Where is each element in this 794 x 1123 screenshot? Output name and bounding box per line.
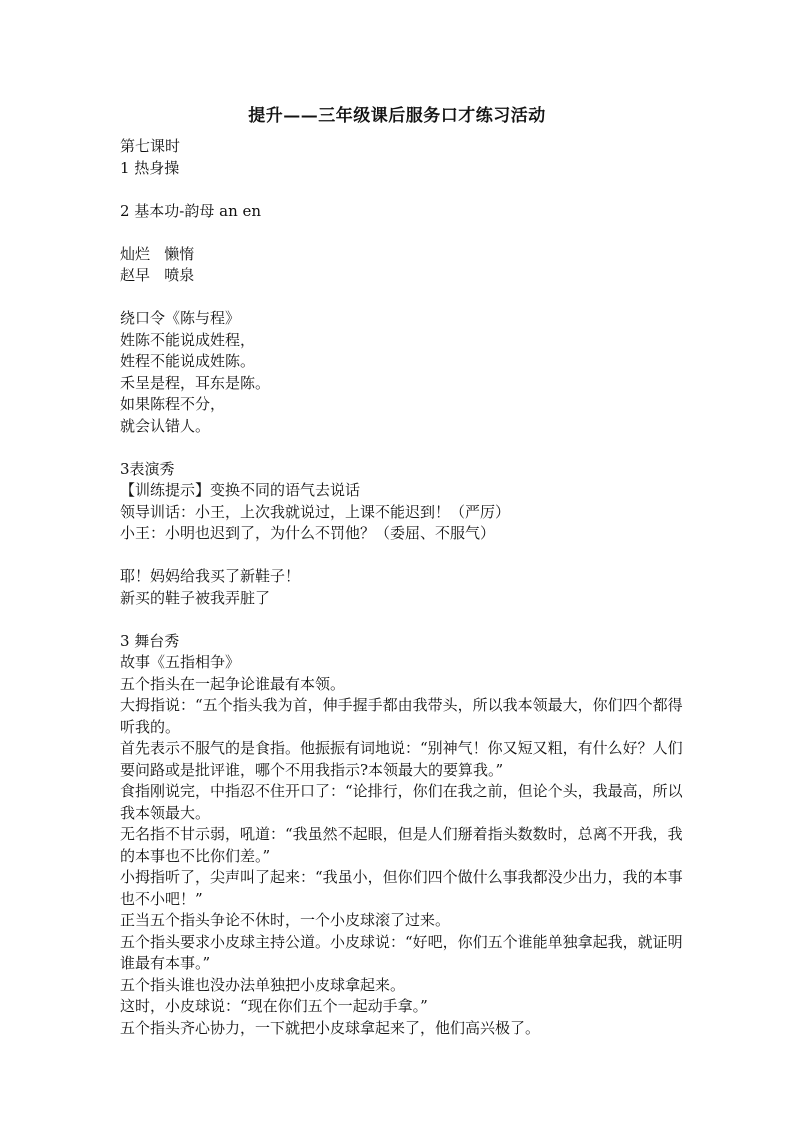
spacer bbox=[120, 609, 690, 631]
document-title: 提升——三年级课后服务口才练习活动 bbox=[248, 106, 546, 126]
exclaim-line: 耶！妈妈给我买了新鞋子！ bbox=[120, 567, 301, 585]
tongue-twister-line: 就会认错人。 bbox=[120, 416, 211, 435]
spacer bbox=[120, 287, 690, 309]
word-pair-line: 赵早 喷泉 bbox=[120, 266, 195, 284]
story-paragraph: 大拇指说：“五个指头我为首，伸手握手都由我带头，所以我本领最大，你们四个都得听我的。 bbox=[120, 696, 683, 736]
story-title: 故事《五指相争》 bbox=[120, 653, 241, 671]
section-basics: 2 基本功-韵母 an en bbox=[120, 201, 262, 220]
dialog-line: 小王：小明也迟到了，为什么不罚他？（委屈、不服气） bbox=[120, 524, 496, 542]
story-paragraph: 小拇指听了，尖声叫了起来：“我虽小，但你们四个做什么事我都没少出力，我的本事也不小吧！” bbox=[120, 868, 683, 908]
story-paragraph: 五个指头齐心协力，一下就把小皮球拿起来了，他们高兴极了。 bbox=[120, 1018, 541, 1037]
story-paragraph: 食指刚说完，中指忍不住开口了：“论排行，你们在我之前，但论个头，我最高，所以我本领最大。 bbox=[120, 782, 683, 822]
section-performance: 3表演秀 bbox=[120, 459, 175, 478]
tongue-twister-line: 姓程不能说成姓陈。 bbox=[120, 352, 256, 370]
exclaim-line: 新买的鞋子被我弄脏了 bbox=[120, 588, 271, 607]
section-stage: 3 舞台秀 bbox=[120, 631, 180, 650]
story-paragraph: 首先表示不服气的是食指。他振振有词地说：“别神气！你又短又粗，有什么好？人们要问路或是批评谁，哪个不用我指示?本领最大的要算我。” bbox=[120, 739, 683, 779]
training-hint: 【训练提示】变换不同的语气去说话 bbox=[120, 481, 361, 499]
story-paragraph: 五个指头在一起争论谁最有本领。 bbox=[120, 674, 346, 693]
story-paragraph: 正当五个指头争论不休时，一个小皮球滚了过来。 bbox=[120, 911, 451, 929]
story-paragraph: 无名指不甘示弱，吼道：“我虽然不起眼，但是人们掰着指头数数时，总离不开我，我的本事也不比你们差。” bbox=[120, 825, 683, 865]
document-body bbox=[120, 136, 690, 1039]
section-warmup: 1 热身操 bbox=[120, 158, 180, 177]
tongue-twister-line: 禾呈是程，耳东是陈。 bbox=[120, 373, 271, 392]
story-paragraph: 这时，小皮球说：“现在你们五个一起动手拿。” bbox=[120, 997, 428, 1015]
spacer bbox=[120, 179, 690, 201]
story-paragraph: 五个指头要求小皮球主持公道。小皮球说：“好吧，你们五个谁能单独拿起我，就证明谁最有本事。” bbox=[120, 932, 683, 972]
dialog-line: 领导训话：小王，上次我就说过，上课不能迟到！（严厉） bbox=[120, 502, 511, 521]
lesson-label: 第七课时 bbox=[120, 137, 181, 155]
spacer bbox=[120, 437, 690, 459]
tongue-twister-title: 绕口令《陈与程》 bbox=[120, 309, 241, 327]
word-pair-line: 灿烂 懒惰 bbox=[120, 244, 195, 263]
story-paragraph: 五个指头谁也没办法单独把小皮球拿起来。 bbox=[120, 975, 406, 994]
tongue-twister-line: 如果陈程不分， bbox=[120, 395, 226, 413]
spacer bbox=[120, 222, 690, 244]
spacer bbox=[120, 545, 690, 567]
tongue-twister-line: 姓陈不能说成姓程， bbox=[120, 330, 256, 349]
